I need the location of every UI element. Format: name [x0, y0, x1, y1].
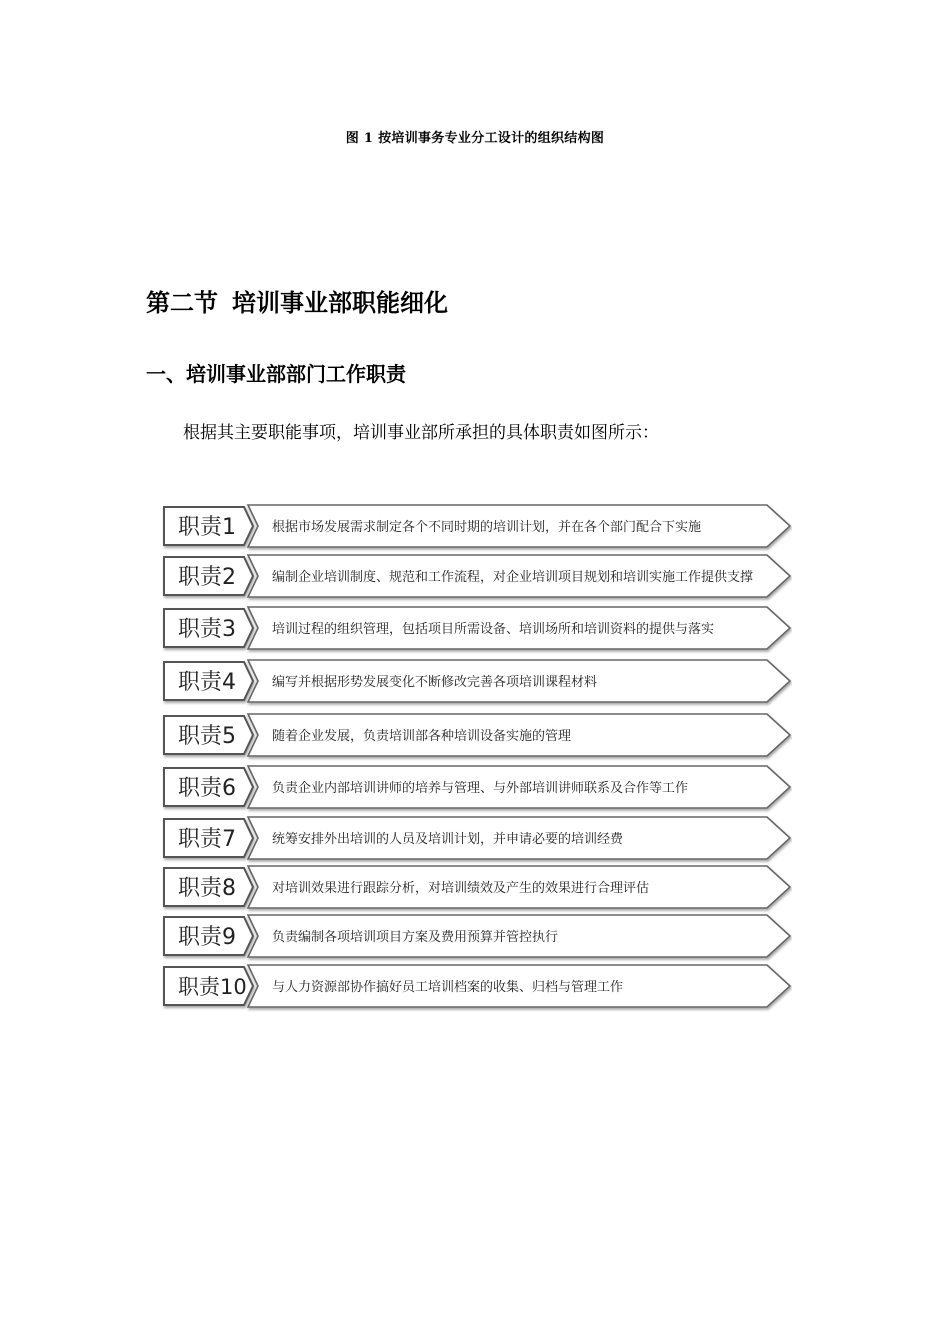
duty-row — [164, 505, 790, 547]
duty-text: 与人力资源部协作搞好员工培训档案的收集、归档与管理工作 — [272, 980, 624, 995]
duty-label: 职责5 — [178, 724, 236, 749]
section-heading-text: 培训事业部职能细化 — [232, 289, 448, 317]
duties-diagram-svg — [162, 502, 792, 1014]
duty-text: 编制企业培训制度、规范和工作流程，对企业培训项目规划和培训实施工作提供支撑 — [272, 570, 754, 585]
section-title — [146, 283, 448, 318]
duty-text: 负责编制各项培训项目方案及费用预算并管控执行 — [272, 930, 559, 945]
duty-label: 职责4 — [178, 670, 236, 695]
duty-row — [164, 965, 790, 1007]
duty-label: 职责2 — [178, 565, 236, 590]
duty-row — [164, 817, 790, 859]
duty-row — [164, 766, 790, 808]
figure-caption: 图 1 按培训事务专业分工设计的组织结构图 — [345, 131, 605, 146]
duty-text: 培训过程的组织管理，包括项目所需设备、培训场所和培训资料的提供与落实 — [272, 622, 715, 637]
duty-label: 职责6 — [178, 776, 236, 801]
duty-label: 职责7 — [178, 827, 236, 852]
duty-label: 职责10 — [178, 975, 247, 999]
duty-row — [164, 660, 790, 702]
duty-label: 职责8 — [178, 876, 236, 901]
duty-text: 负责企业内部培训讲师的培养与管理、与外部培训讲师联系及合作等工作 — [272, 781, 689, 796]
duty-label: 职责1 — [178, 515, 236, 540]
duty-text: 编写并根据形势发展变化不断修改完善各项培训课程材料 — [272, 675, 598, 690]
intro-paragraph: 根据其主要职能事项，培训事业部所承担的具体职责如图所示： — [183, 423, 659, 443]
duty-text: 根据市场发展需求制定各个不同时期的培训计划，并在各个部门配合下实施 — [272, 520, 702, 535]
duty-row — [164, 555, 790, 597]
duties-diagram — [162, 502, 792, 1014]
duty-text: 对培训效果进行跟踪分析，对培训绩效及产生的效果进行合理评估 — [272, 881, 650, 896]
duty-label: 职责3 — [178, 617, 236, 642]
duty-row — [164, 714, 790, 756]
section-number: 第二节 — [146, 289, 218, 317]
duty-row — [164, 866, 790, 908]
duty-label: 职责9 — [178, 925, 236, 950]
duty-text: 统筹安排外出培训的人员及培训计划，并申请必要的培训经费 — [272, 832, 624, 847]
duty-row — [164, 607, 790, 649]
subsection-title: 一、培训事业部部门工作职责 — [146, 362, 406, 386]
duty-row — [164, 915, 790, 957]
duty-text: 随着企业发展，负责培训部各种培训设备实施的管理 — [272, 729, 572, 744]
